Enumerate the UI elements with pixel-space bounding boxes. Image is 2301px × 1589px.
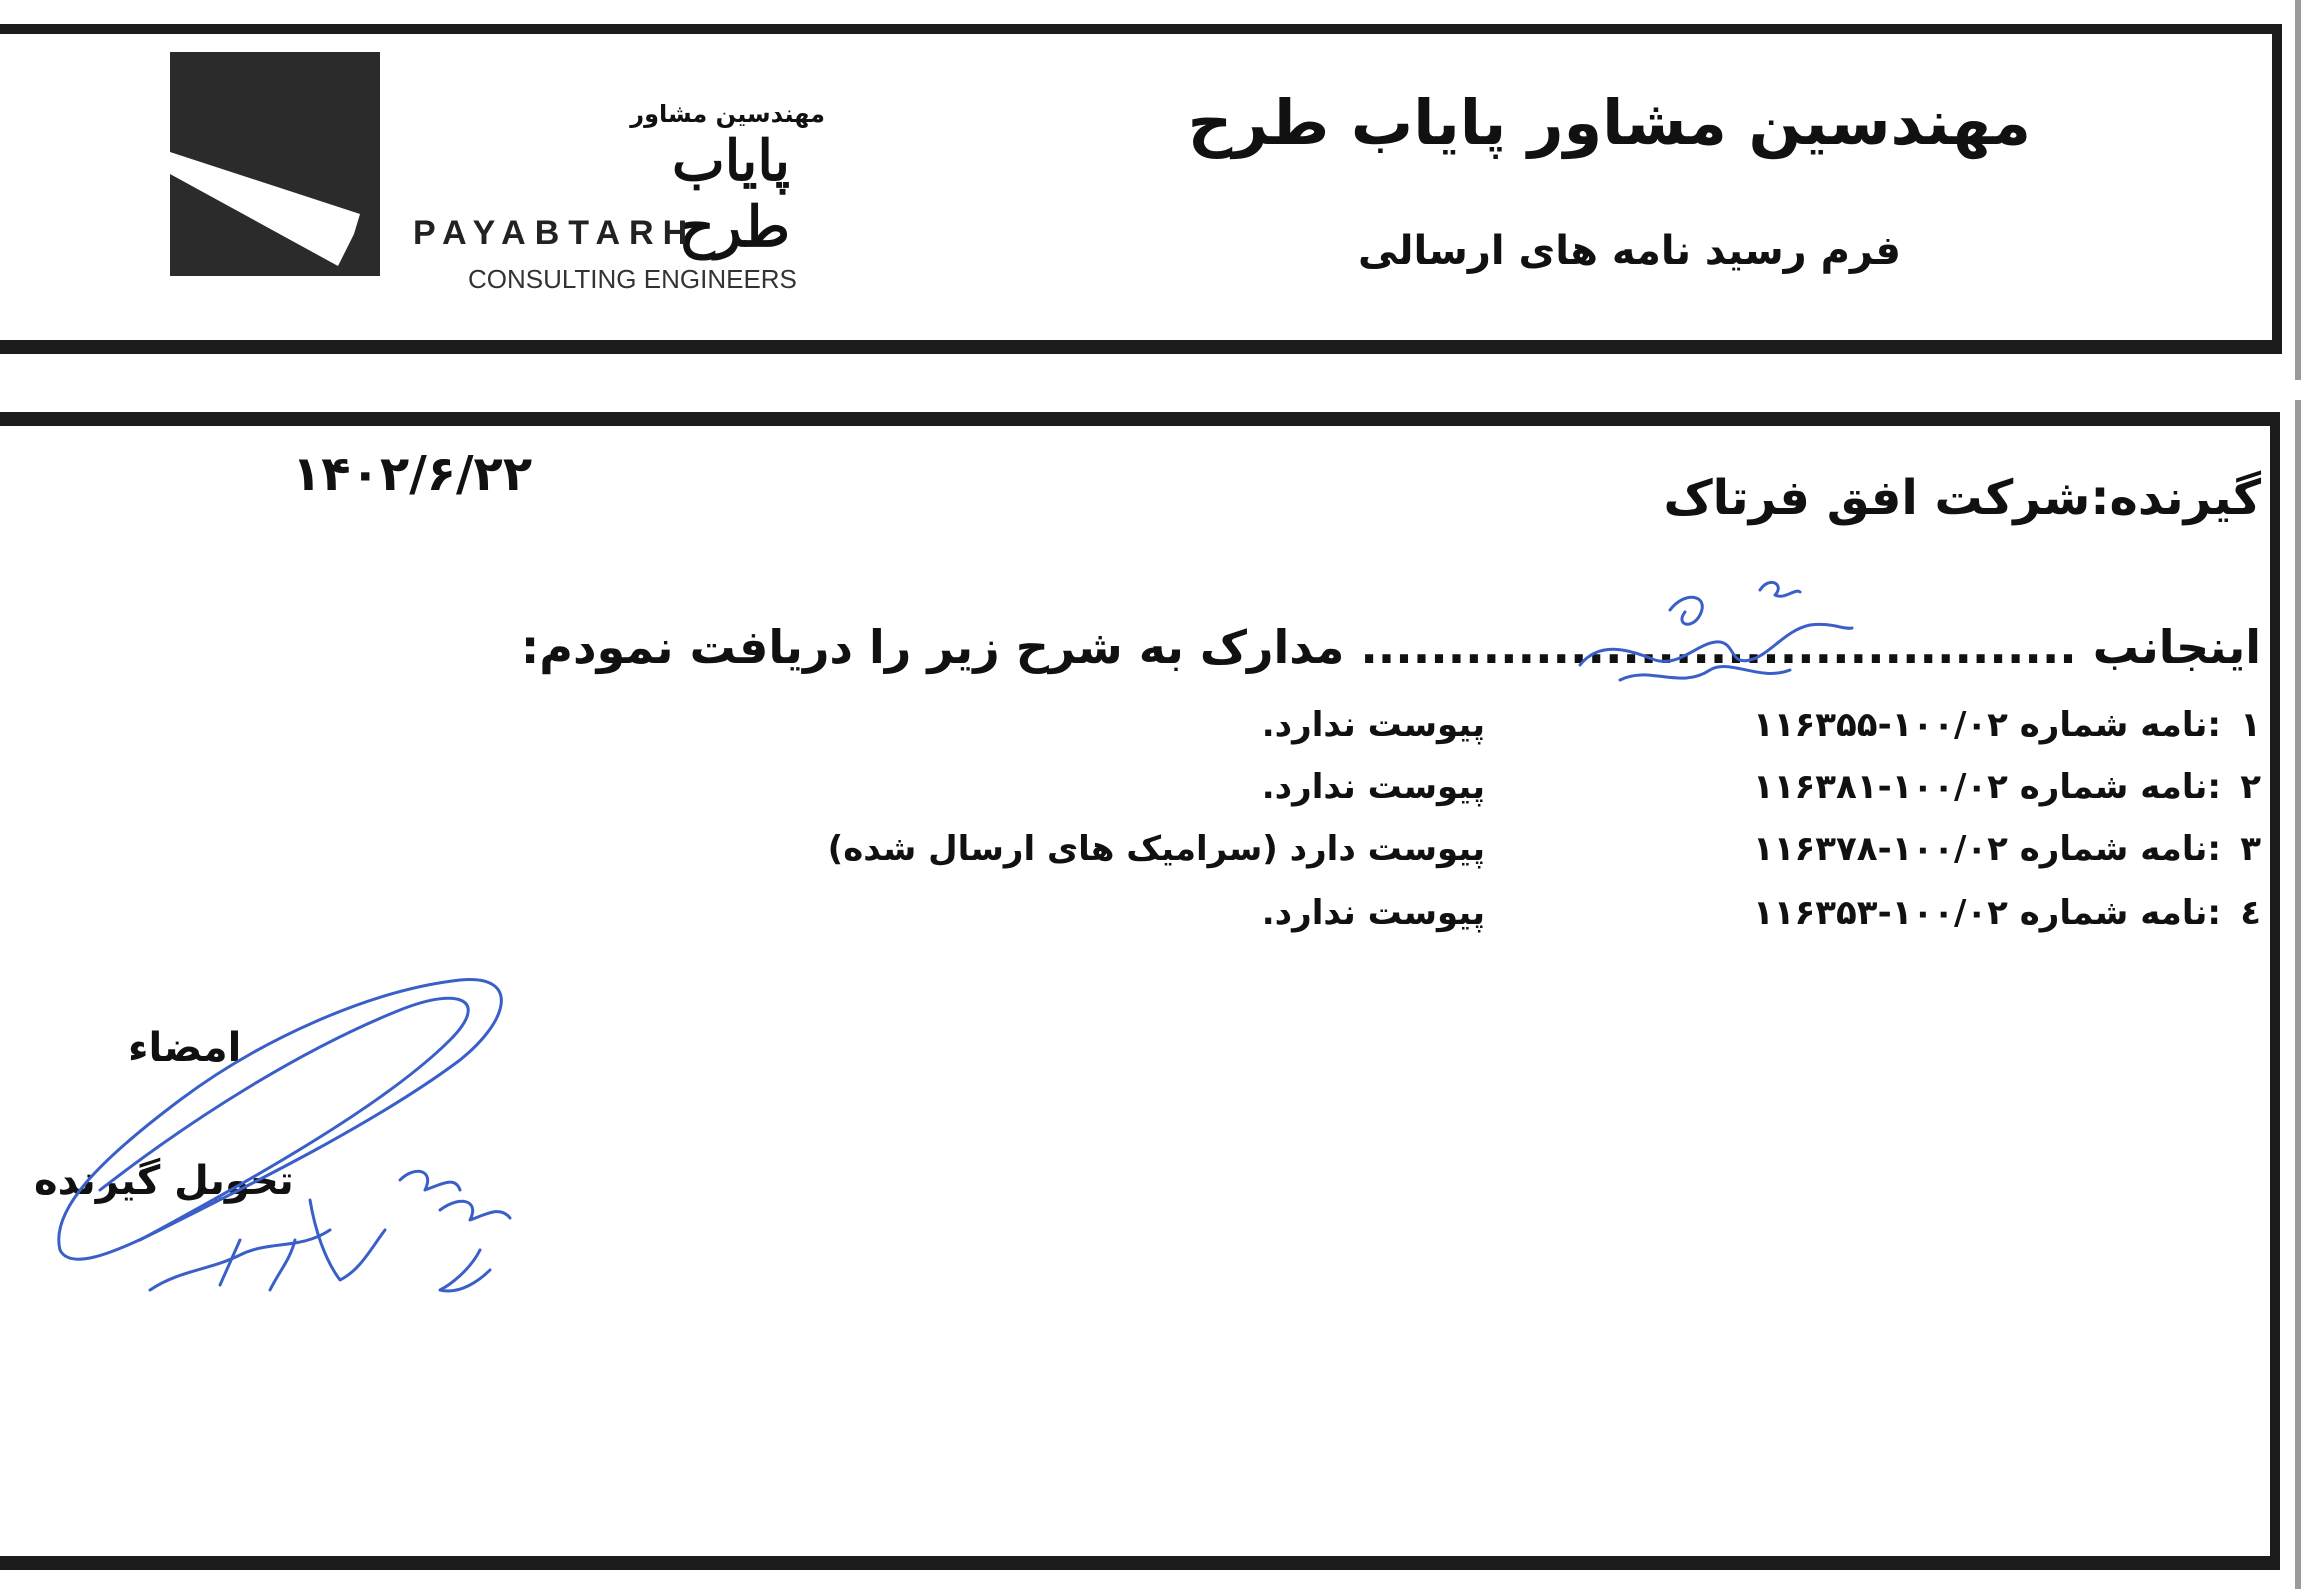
logo-english-subtitle: CONSULTING ENGINEERS [468,264,797,294]
list-item [0,705,2301,755]
item-attachment-status: پیوست ندارد. [1261,893,1485,933]
payabtarh-logo-mark [170,52,380,276]
item-letter-number: :نامه شماره ۱۰۰/۰۲-۱۱۶۳۷۸ [1753,829,2221,869]
page-edge-shadow [2295,0,2301,380]
item-attachment-status: پیوست ندارد. [1261,767,1485,807]
document-date: ۱۴۰۲/۶/۲۲ [292,446,533,502]
logo-english-name: PAYABTARH [413,214,697,252]
item-letter-number: :نامه شماره ۱۰۰/۰۲-۱۱۶۳۵۳ [1753,893,2221,933]
receipt-statement: اینجانب ......................................... مدارک به شرح زیر را دریافت نمودم: [520,620,2261,674]
handwritten-name [1560,570,1860,700]
list-item [0,829,2301,879]
item-number: ۱ [2240,705,2261,745]
item-letter-number: :نامه شماره ۱۰۰/۰۲-۱۱۶۳۵۵ [1753,705,2221,745]
item-number: ۳ [2240,829,2261,869]
delivery-recipient-label: تحویل گیرنده [34,1158,294,1204]
recipient-line: گیرنده:شرکت افق فرتاک [1663,470,2261,526]
handwritten-signature [40,950,540,1330]
item-attachment-status: پیوست دارد (سرامیک های ارسال شده) [827,829,1485,869]
list-item [0,767,2301,817]
item-attachment-status: پیوست ندارد. [1261,705,1485,745]
item-number: ۲ [2240,767,2261,807]
company-title: مهندسین مشاور پایاب طرح [1187,86,2031,159]
item-letter-number: :نامه شماره ۱۰۰/۰۲-۱۱۶۳۸۱ [1753,767,2221,807]
logo-persian-name: پایاب طرح [671,128,790,260]
page-edge-shadow [2295,400,2301,1589]
form-title: فرم رسید نامه های ارسالی [1358,228,1901,274]
list-item [0,893,2301,943]
item-number: ٤ [2240,893,2261,933]
logo-persian-subtitle: مهندسین مشاور [630,100,825,128]
signature-label: امضاء [128,1025,242,1071]
